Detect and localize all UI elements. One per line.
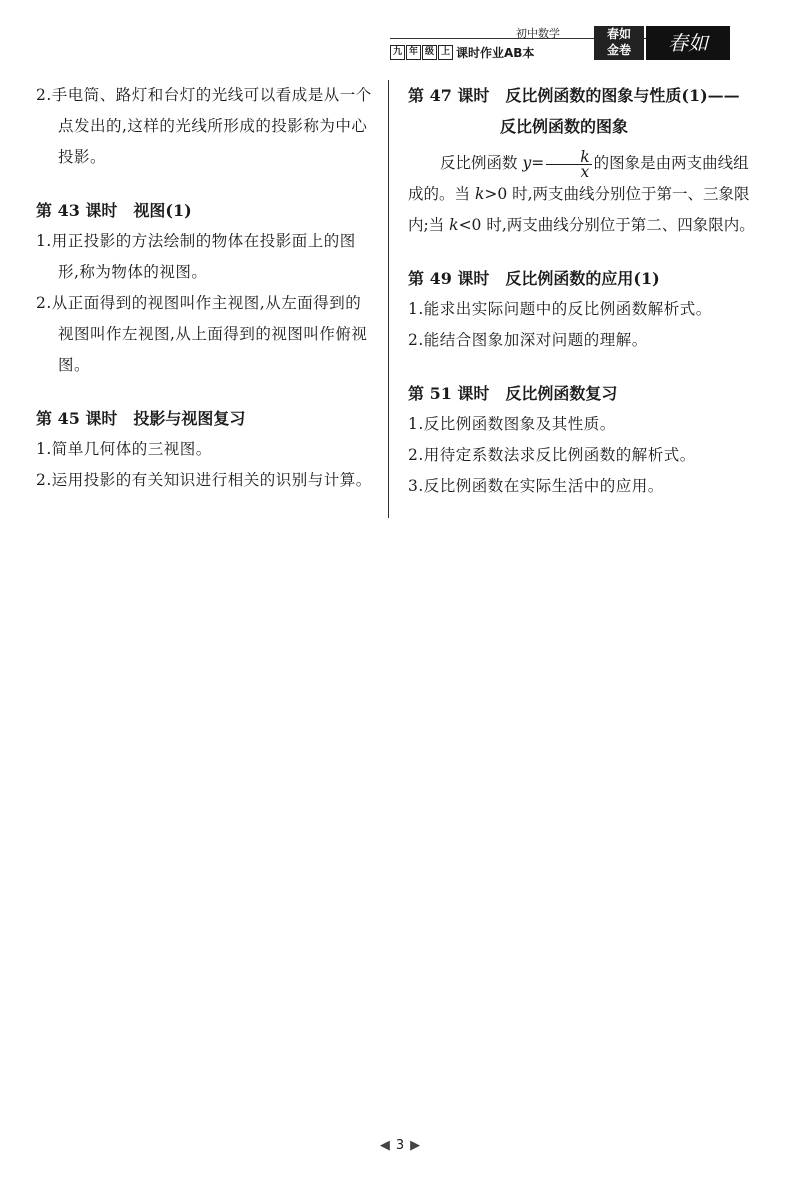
triangle-right-icon: ▶ [410,1138,421,1153]
right-column [408,80,760,502]
grade-badges [390,45,453,60]
grade-badge: 上 [438,45,453,60]
list-item: 2.手电筒、路灯和台灯的光线可以看成是从一个点发出的,这样的光线所形成的投影称为中心投影。 [36,86,372,166]
list-item: 1.反比例函数图象及其性质。 [408,415,616,433]
list-item: 1.用正投影的方法绘制的物体在投影面上的图形,称为物体的视图。 [36,232,356,281]
grade-badge: 九 [390,45,405,60]
math-op: = [531,154,545,172]
text: <0 时,两支曲线分别位于第二、四象限内。 [458,216,755,234]
brand-logo: 春如 [646,26,730,60]
section-title: 第 51 课时 反比例函数复习 [408,384,618,403]
text: 反比例函数 [440,154,523,172]
fraction [546,147,591,181]
grade-badge: 级 [422,45,437,60]
math-var: y [522,154,532,172]
series-name: 课时作业AB本 [456,46,535,60]
page-footer [0,1138,800,1153]
brand-line: 金卷 [606,43,631,57]
list-item: 1.简单几何体的三视图。 [36,440,212,458]
left-column [36,80,376,496]
fraction-denominator: x [580,162,590,181]
list-item: 1.能求出实际问题中的反比例函数解析式。 [408,300,712,318]
list-item: 2.能结合图象加深对问题的理解。 [408,331,648,349]
page-number: 3 [395,1138,405,1153]
header-subject: 初中数学 [516,27,560,40]
list-item: 2.从正面得到的视图叫作主视图,从左面得到的视图叫作左视图,从上面得到的视图叫作俯视图。 [36,294,368,374]
section-title: 第 47 课时 反比例函数的图象与性质(1)—— [408,86,740,105]
fraction-numerator: k [546,150,591,165]
column-divider [388,80,389,518]
page-header [390,24,730,60]
list-item: 2.用待定系数法求反比例函数的解析式。 [408,446,696,464]
section-title: 第 43 课时 视图(1) [36,201,192,220]
header-series [390,44,534,61]
list-item: 2.运用投影的有关知识进行相关的识别与计算。 [36,471,372,489]
brand-block [594,26,644,60]
section-title-continuation: 反比例函数的图象 [500,117,629,136]
triangle-left-icon: ◀ [379,1138,390,1153]
math-var: k [474,185,485,203]
grade-badge: 年 [406,45,421,60]
section-title: 第 45 课时 投影与视图复习 [36,409,246,428]
text: 的图象是由两支曲线组成的。当 [408,154,749,203]
paragraph [408,148,760,241]
list-item: 3.反比例函数在实际生活中的应用。 [408,477,664,495]
brand-line: 春如 [606,27,631,41]
section-title: 第 49 课时 反比例函数的应用(1) [408,269,660,288]
text: >0 时,两支曲线分别位于第一、三象限内;当 [408,185,750,234]
math-var: k [449,216,459,234]
